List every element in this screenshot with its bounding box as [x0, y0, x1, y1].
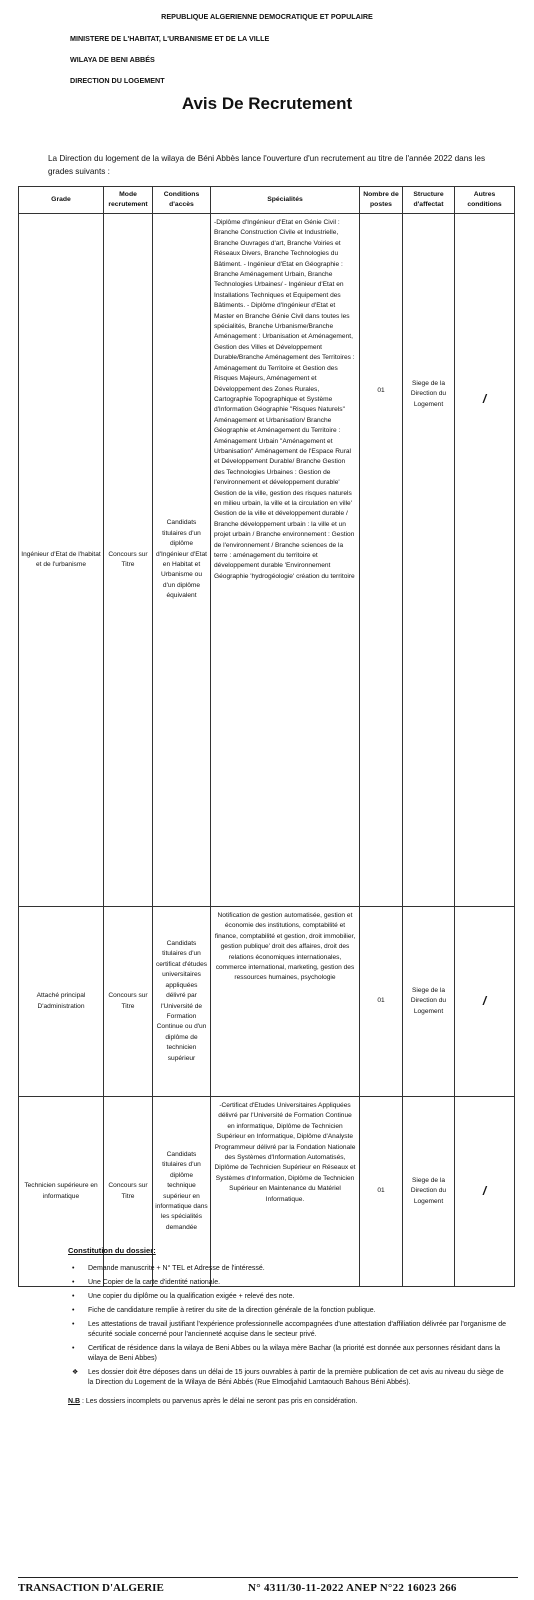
- footer-reference: N° 4311/30-11-2022 ANEP N°22 16023 266: [248, 1582, 457, 1594]
- grade-cell: Technicien supérieure en informatique: [19, 1097, 104, 1287]
- list-item-text: Demande manuscrite + N° TEL et Adresse de l'intéressé.: [88, 1265, 265, 1272]
- list-item-text: Fiche de candidature remplie à retirer du site de la direction générale de la fonction publique.: [88, 1307, 376, 1314]
- list-item: [68, 1320, 508, 1340]
- footer-publication: TRANSACTION D'ALGERIE: [18, 1582, 164, 1594]
- list-item: [68, 1344, 508, 1364]
- autres-cell: /: [455, 907, 515, 1097]
- postes-cell: 01: [360, 907, 403, 1097]
- specialites-cell: -Certificat d'Etudes Universitaires Appliquées délivré par l'Université de Formation Continue en informatique, Diplôme de Technicien Supérieur en Informatique, Diplôme d'Analyste Programmeur délivré par la Fondation Nationale des Systèmes d'Information Automatisés, Diplôme de Technicien Supérieur en Réseaux et Systèmes d'Information, Diplôme de Technicien Supérieur en Maintenance du Matériel Informatique.: [211, 1097, 360, 1287]
- col-header-grade: Grade: [19, 187, 104, 214]
- structure-cell: Siege de la Direction du Logement: [403, 907, 455, 1097]
- conditions-cell: Candidats titulaires d'un diplôme technique supérieur en informatique dans les spécialités demandée: [153, 1097, 211, 1287]
- grade-cell: Ingénieur d'Etat de l'habitat et de l'urbanisme: [19, 214, 104, 907]
- col-header-postes: Nombre de postes: [360, 187, 403, 214]
- autres-cell: /: [455, 1097, 515, 1287]
- mode-cell: Concours sur Titre: [104, 1097, 153, 1287]
- nb-label: N.B: [68, 1398, 81, 1405]
- list-item: [68, 1278, 508, 1288]
- postes-cell: 01: [360, 214, 403, 907]
- conditions-cell: Candidats titulaires d'un diplôme d'Ingénieur d'Etat en Habitat et Urbanisme ou d'un diplôme équivalent: [153, 214, 211, 907]
- specialites-cell: -Diplôme d'Ingénieur d'Etat en Génie Civil : Branche Construction Civile et Industrielle, Branche Ouvrages d'art, Branche Voiries et Réseaux Divers, Branche Technologies du Bâtiment. - Ingénieur d'Etat en Géographie : Branche Aménagement Urbain, Branche Technologies Urbaines/ - Ingénieur d'Etat en Installations Techniques et Equipement des Bâtiments. - Diplôme d'Ingénieur d'Etat et Master en Branche Génie Civil dans toutes les spécialités, Branche Urbanisme/Branche Aménagement : Urbanisation et Aménagement, Gestion des Villes et Développement Durable/Branche Aménagement des Territoires : Aménagement du Territoire et Gestion des Risques Majeurs, Aménagement et Développement des Zones Rurales, Cartographie Topographique et Système d'Information Géographie "Risques Naturels" Aménagement et Urbanisation/ Branche Géographie et Aménagement du Territoire : Aménagement Urbain "Aménagement et Urbanisation" Aménagement de l'Espace Rural et Développement Durable/ Branche Gestion des Technologies Urbaines : Gestion de l'environnement et développement durable' Gestion de la ville, gestion des risques naturels en milieu urbain, la ville et la circulation en ville' Gestion de la ville et développement durable / Branche développement urbain : la ville et un projet urbain / Branche environnement : Gestion de l'environnement / Branche sciences de la terre : aménagement du territoire et développement durable 'Environnement Géographie 'hydrogéologie' création du territoire: [211, 214, 360, 907]
- grade-cell: Attaché principal D'administration: [19, 907, 104, 1097]
- bullet-icon: •: [72, 1279, 75, 1286]
- republic-header: REPUBLIQUE ALGERIENNE DEMOCRATIQUE ET POPULAIRE: [161, 12, 373, 21]
- col-header-autres: Autres conditions: [455, 187, 515, 214]
- intro-paragraph: La Direction du logement de la wilaya de Béni Abbès lance l'ouverture d'un recrutement au titre de l'année 2022 dans les grades suivants :: [48, 154, 486, 176]
- bullet-icon: •: [72, 1265, 75, 1272]
- structure-cell: Siege de la Direction du Logement: [403, 1097, 455, 1287]
- dossier-list: [68, 1264, 508, 1388]
- bullet-icon: •: [72, 1345, 75, 1352]
- list-item-text: Les attestations de travail justifiant l'expérience professionnelle accompagnées d'une attestation d'affiliation délivrée par l'organisme de sécurité sociale concerné pour l'ancienneté acquise dans le secteur privé.: [88, 1321, 507, 1338]
- col-header-mode: Mode recrutement: [104, 187, 153, 214]
- direction-header: DIRECTION DU LOGEMENT: [70, 76, 165, 85]
- list-item-text: Une Copier de la carte d'identité nationale.: [88, 1279, 221, 1286]
- recruitment-table: [18, 186, 515, 1287]
- footer-divider: [18, 1577, 518, 1578]
- autres-cell: /: [455, 214, 515, 907]
- list-item-text: Certificat de résidence dans la wilaya de Beni Abbes ou la wilaya mère Bachar (la priorité est donnée aux personnes résidant dans la wilaya de Beni Abbes): [88, 1345, 501, 1362]
- dossier-heading: Constitution du dossier:: [68, 1246, 156, 1255]
- list-item-text: Une copier du diplôme ou la qualification exigée + relevé des note.: [88, 1293, 295, 1300]
- list-item-text: Les dossier doit être déposes dans un délai de 15 jours ouvrables à partir de la première publication de cet avis au niveau du siège de la Direction du Logement de la Wilaya de Béni Abbés (Rue Elmodjahid Lamtaouch Bahous Béni Abbés).: [88, 1369, 504, 1386]
- specialites-cell: Notification de gestion automatisée, gestion et économie des institutions, comptabilité et finance, comptabilité et gestion, droit immobilier, gestion publique' droit des affaires, droit des relations économiques internationales, commerce international, marketing, gestion des ressources humaines, psychologie: [211, 907, 360, 1097]
- structure-cell: Siege de la Direction du Logement: [403, 214, 455, 907]
- bullet-icon: •: [72, 1293, 75, 1300]
- conditions-cell: Candidats titulaires d'un certificat d'études universitaires appliquées délivré par l'Université de Formation Continue ou d'un diplôme de technicien supérieur: [153, 907, 211, 1097]
- table-row: [19, 907, 515, 1097]
- col-header-conditions: Conditions d'accès: [153, 187, 211, 214]
- mode-cell: Concours sur Titre: [104, 214, 153, 907]
- list-item: [68, 1306, 508, 1316]
- bullet-icon: •: [72, 1307, 75, 1314]
- table-header-row: [19, 187, 515, 214]
- diamond-bullet-icon: ❖: [72, 1369, 79, 1376]
- list-item: [68, 1264, 508, 1274]
- page-title: Avis De Recrutement: [181, 94, 353, 113]
- list-item: [68, 1368, 508, 1388]
- dossier-section: [68, 1246, 508, 1407]
- col-header-structure: Structure d'affectat: [403, 187, 455, 214]
- postes-cell: 01: [360, 1097, 403, 1287]
- mode-cell: Concours sur Titre: [104, 907, 153, 1097]
- wilaya-header: WILAYA DE BENI ABBÉS: [70, 55, 155, 64]
- list-item: [68, 1292, 508, 1302]
- col-header-specialites: Spécialités: [211, 187, 360, 214]
- ministry-header: MINISTERE DE L'HABITAT, L'URBANISME ET DE LA VILLE: [70, 34, 270, 43]
- table-row: [19, 214, 515, 907]
- nb-note: [68, 1397, 508, 1407]
- bullet-icon: •: [72, 1321, 75, 1328]
- nb-text: : Les dossiers incomplets ou parvenus après le délai ne seront pas pris en considération.: [80, 1398, 358, 1405]
